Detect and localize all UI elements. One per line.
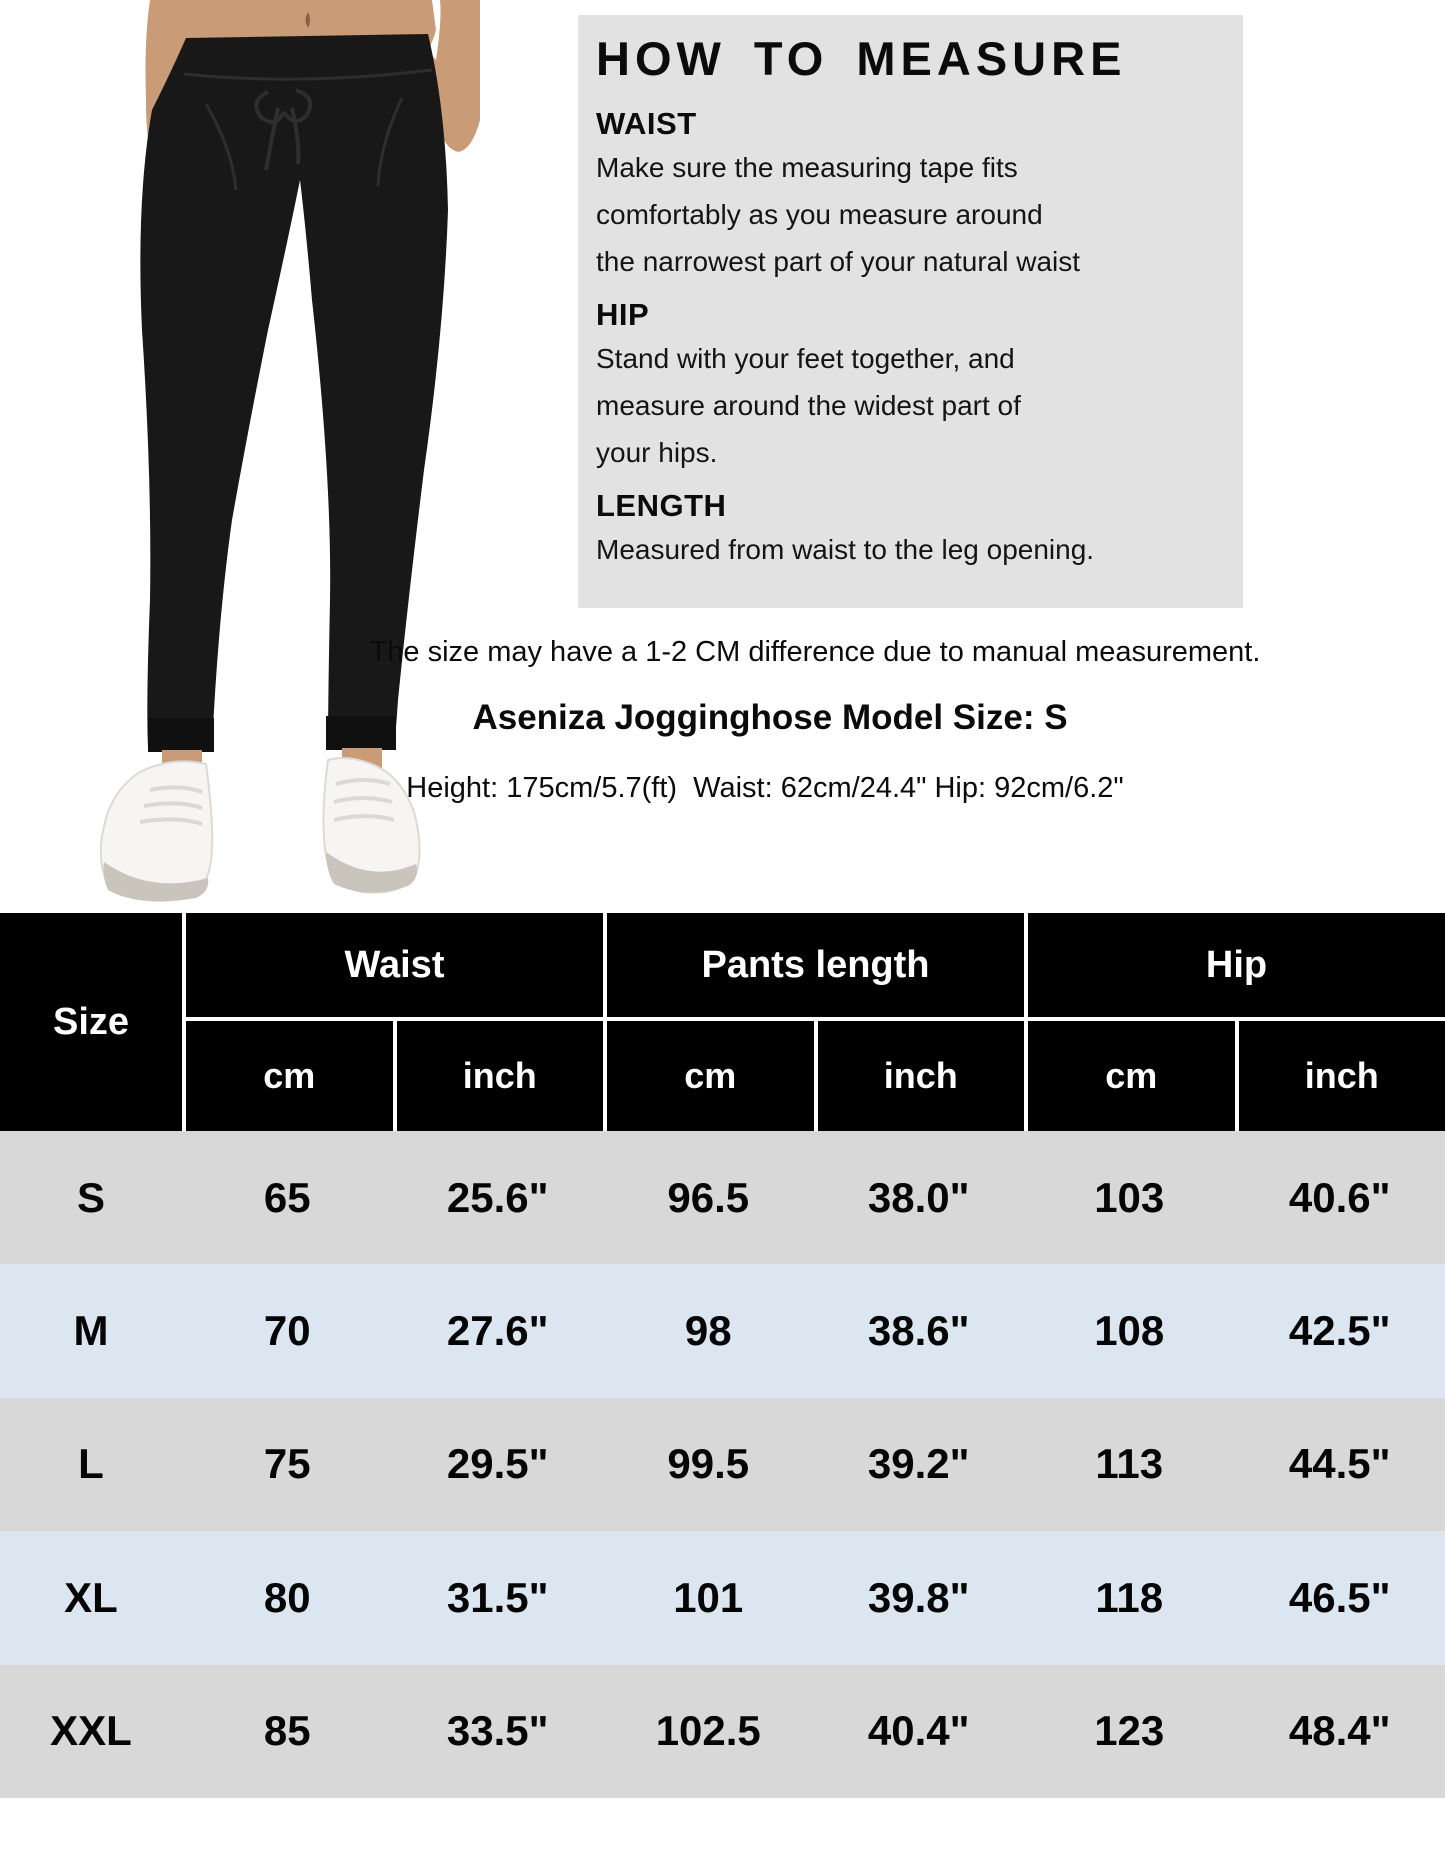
hip-section-heading: HIP xyxy=(596,297,650,332)
cell-hip-inch: 44.5" xyxy=(1288,1440,1391,1488)
waist-section-line: Make sure the measuring tape fits xyxy=(596,152,1018,183)
waist-section-line: comfortably as you measure around xyxy=(596,199,1043,230)
subheader-pants-cm: cm xyxy=(607,1021,814,1131)
cell-hip-cm: 103 xyxy=(1094,1173,1165,1221)
cell-waist-inch: 33.5" xyxy=(446,1707,549,1755)
cell-waist-cm: 65 xyxy=(263,1173,311,1221)
cell-waist-cm: 75 xyxy=(263,1440,311,1488)
length-section-heading: LENGTH xyxy=(596,488,727,523)
waist-section-heading: WAIST xyxy=(596,106,697,141)
size-table-header xyxy=(0,913,1445,1131)
subheader-hip-cm: cm xyxy=(1028,1021,1235,1131)
cell-waist-inch: 27.6" xyxy=(446,1307,549,1355)
cell-hip-cm: 113 xyxy=(1095,1440,1164,1488)
cell-waist-inch: 25.6" xyxy=(446,1173,549,1221)
table-row-s xyxy=(0,1131,1445,1264)
cell-pants-cm: 96.5 xyxy=(667,1173,750,1221)
cell-pants-inch: 39.2" xyxy=(867,1440,970,1488)
measurement-disclaimer: The size may have a 1-2 CM difference due to manual measurement. xyxy=(369,636,1261,668)
cell-hip-cm: 123 xyxy=(1094,1707,1165,1755)
cell-pants-cm: 98 xyxy=(684,1307,732,1355)
cell-hip-inch: 40.6" xyxy=(1288,1173,1391,1221)
cell-pants-cm: 102.5 xyxy=(655,1707,761,1755)
waist-section-line: the narrowest part of your natural waist xyxy=(596,246,1081,277)
subheader-waist-cm: cm xyxy=(186,1021,393,1131)
model-size-title: Aseniza Jogginghose Model Size: S xyxy=(472,698,1068,737)
header-size: Size xyxy=(0,913,182,1131)
cell-waist-inch: 29.5" xyxy=(446,1440,549,1488)
subheader-pants-inch: inch xyxy=(818,1021,1025,1131)
table-row-xxl xyxy=(0,1665,1445,1798)
length-section-line: Measured from waist to the leg opening. xyxy=(596,534,1095,565)
cell-waist-cm: 85 xyxy=(263,1707,311,1755)
cell-pants-inch: 38.6" xyxy=(867,1307,970,1355)
header-group-waist: Waist xyxy=(186,913,603,1017)
cell-pants-cm: 99.5 xyxy=(667,1440,750,1488)
cell-waist-inch: 31.5" xyxy=(446,1573,549,1621)
table-row-m xyxy=(0,1264,1445,1397)
cell-size: L xyxy=(78,1440,104,1488)
hip-section-line: Stand with your feet together, and xyxy=(596,343,1015,374)
cell-size: XL xyxy=(64,1573,118,1621)
cell-hip-inch: 42.5" xyxy=(1288,1307,1391,1355)
cell-hip-cm: 118 xyxy=(1095,1573,1164,1621)
cell-hip-cm: 108 xyxy=(1094,1307,1165,1355)
cell-hip-inch: 46.5" xyxy=(1288,1573,1391,1621)
cell-pants-inch: 38.0" xyxy=(867,1173,970,1221)
cell-waist-cm: 80 xyxy=(263,1573,311,1621)
table-row-xl xyxy=(0,1531,1445,1664)
model-measurements: Height: 175cm/5.7(ft) Waist: 62cm/24.4" Hip: 92cm/6.2" xyxy=(406,772,1124,804)
size-table xyxy=(0,913,1445,1798)
how-to-measure-title: HOW TO MEASURE xyxy=(596,32,1127,85)
header-group-pants-length: Pants length xyxy=(607,913,1024,1017)
subheader-hip-inch: inch xyxy=(1239,1021,1445,1131)
header-group-hip: Hip xyxy=(1028,913,1445,1017)
cell-size: XXL xyxy=(50,1707,132,1755)
cell-pants-inch: 40.4" xyxy=(867,1707,970,1755)
cell-pants-cm: 101 xyxy=(673,1573,744,1621)
cell-waist-cm: 70 xyxy=(263,1307,311,1355)
table-row-l xyxy=(0,1398,1445,1531)
cell-pants-inch: 39.8" xyxy=(867,1573,970,1621)
hip-section-line: your hips. xyxy=(596,437,718,468)
how-to-measure-box xyxy=(578,15,1243,608)
subheader-waist-inch: inch xyxy=(397,1021,604,1131)
cell-hip-inch: 48.4" xyxy=(1288,1707,1391,1755)
cell-size: S xyxy=(76,1173,105,1221)
hip-section-line: measure around the widest part of xyxy=(596,390,1021,421)
cell-size: M xyxy=(73,1307,109,1355)
